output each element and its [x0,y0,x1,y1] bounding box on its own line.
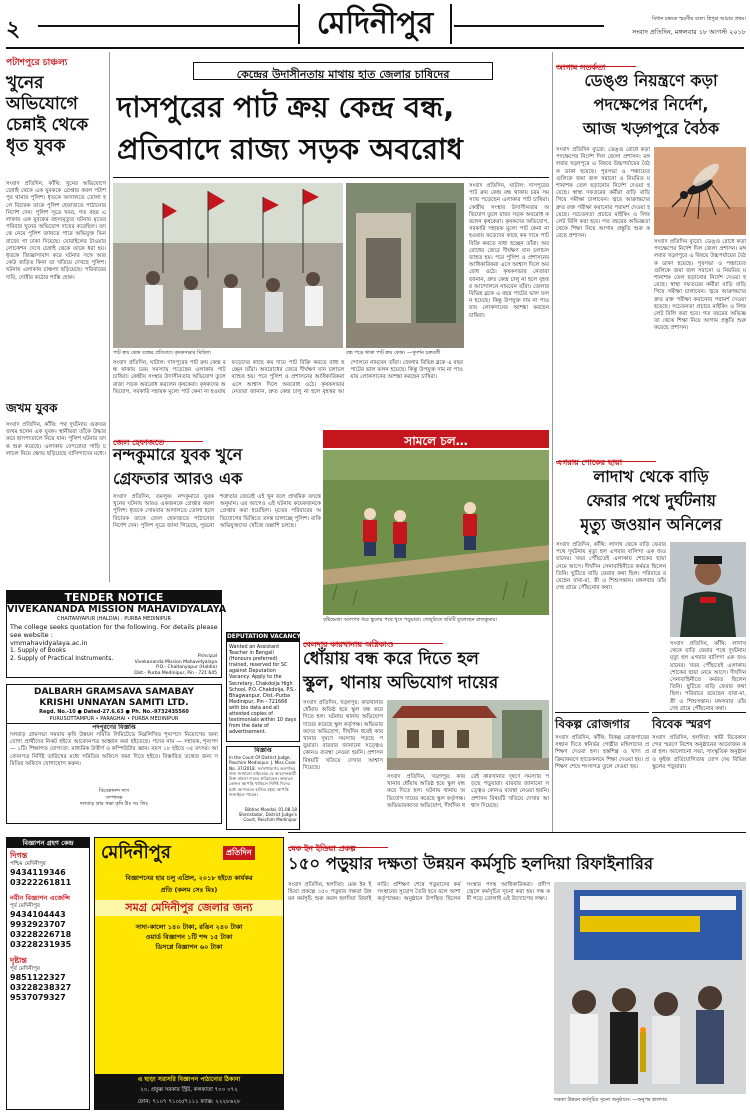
headline-line3: মৃত্যু জওয়ান অনিলের [580,515,722,534]
main-story [113,52,549,428]
masthead-bottom-rule [6,47,744,49]
story-tag: বেলদার কারখানায় অগ্নিকাণ্ড [303,640,394,649]
jawan-image [670,542,746,637]
centre-name: দিগন্ত [10,851,28,860]
story-tag: জেল হেফাজতে [113,438,165,447]
ladakh-story [556,450,746,710]
photo-caption: বৃষ্টিভেজা আলপথ ধরে স্কুলের পথে খুদে পড়ুয়ারা। খেজুরিতে ছবিটি তুলেছেন রাজকুমার। [323,617,498,623]
samabay-sub: পদপূরণের বিজ্ঞপ্তি [92,724,136,731]
centre-phone[interactable]: 9851122327 [10,973,66,982]
headline-line2: পদক্ষেপের নির্দেশ, [593,95,709,114]
sign-org: Vivekananda Mission Mahavidyalaya [134,659,217,665]
promo-brand: মেদিনীপুর [101,842,171,863]
tender-org: VIVEKANANDA MISSION MAHAVIDYALAYA [7,604,227,615]
photo-caption-2: বন্ধ পড়ে থাকা পাট ক্রয় কেন্দ্র। —সুদর্শন চক্রবর্তী [346,350,441,356]
story-tag-box [556,450,656,467]
factory-image [387,700,549,770]
tender-sign [127,654,217,676]
kicker [193,62,493,80]
story-body: সংবাদ প্রতিদিন, হলদিয়া: স্বামী বিবেকানন্দের স্মরণে বিশেষ অনুষ্ঠানের আয়োজন করা হল। আলোচনা সভা, সাংস্কৃতিক অনুষ্ঠান ও কুইজ প্রতিযোগিতায় যোগ দেয় বিভিন্ন স্কুলের পড়ুয়ারা। [652,735,746,770]
promo-region: সমগ্র মেদিনীপুর জেলার জন্য [95,900,283,916]
masthead [0,0,750,50]
masthead-info [606,16,746,38]
masthead-date: সংবাদ প্রতিদিন, মঙ্গলবার ১৮ আগস্ট ২০১৮ [631,28,746,36]
headline: ১৫০ পড়ুয়ার দক্ষতা উন্নয়ন কর্মসূচি হলদিয়া রিফাইনারির [288,854,654,873]
centre-phone[interactable]: 03228226718 [10,930,72,939]
closed-centre-image [346,183,464,348]
ad-promo-box [94,837,284,1110]
sign-org: দলবাড় গ্রাম সভা কৃষি উঃ সঃ লিঃ [79,801,149,807]
samabay-addr: PURUSOTTAMPUR • PARAGHAI • PURBA MEDINIPUR [7,716,221,724]
closed-centre-photo [346,183,464,348]
mosquito-image [654,147,746,235]
story-body: সংবাদ প্রতিদিন, কাঁথি: পথ দুর্ঘটনায় গুরুতর জখম হলেন এক যুবক। স্থানীয়রা তাঁকে উদ্ধার করে হাসপাতালে নিয়ে যান। পুলিশ ঘটনার তদন্ত শুরু করেছে। এলাকায় বেপরোয়া গাড়ি চলাচল নিয়ে ক্ষোভ ছড়িয়েছে বাসিন্দাদের মধ্যে। [6,422,106,457]
samabay-ad [6,684,222,824]
factory-photo [387,700,549,770]
headline: বিবেক স্মরণ [652,717,711,731]
samabay-text: দলবাড় গ্রামসভা সমবায় কৃষি উন্নয়ন সমিতি লিমিটেডে নিম্নলিখিত শূন্যপদে নিয়োগের জন্য যোগ্য প্রার্থীদের নিকট হইতে আবেদনপত্র আহ্বান করা হইতেছে। পদের নাম — সহায়ক, শূন্যপদ — ১টি। শিক্ষাগত যোগ্যতা: মাধ্যমিক উত্তীর্ণ ও কম্পিউটার জ্ঞান। বয়স ১৮ হইতে ৩৫ বৎসর। আবেদনপত্র নির্দিষ্ট তারিখের মধ্যে সমিতির অফিসে জমা দিতে হইবে। বিস্তারিত তথ্যের জন্য সমিতির অফিসে যোগাযোগ করুন। [10,732,218,767]
promo-footer [95,1074,283,1110]
column-rule-right [552,52,553,832]
tender-item-2: 2. Supply of Practical Instruments. [10,654,114,662]
masthead-title: মেদিনীপুর [298,4,452,44]
headline-rule [113,177,549,178]
masthead-rule-left [38,25,300,27]
promo-brand-2: প্রতিদিন [223,846,255,860]
headline-line2: প্রতিবাদে রাজ্য সড়ক অবরোধ [117,132,463,166]
masthead-rule-right [454,25,604,27]
photo-caption: দক্ষতা উন্নয়ন কর্মসূচির সূচনা অনুষ্ঠানে। —অনুপম হালদার [554,1097,667,1103]
story-body-col1: সংবাদ প্রতিদিন, খড়্গপুর: কারখানার ধোঁয়ায় অতিষ্ঠ হয়ে স্কুল বন্ধ করে দিতে হল। ঘটনায় থানায় অভিযোগ দায়ের করেছে স্কুল কর্তৃপক্ষ। অভিভাবকদের অভিযোগ, দীর্ঘদিন ধরেই কারখানার দূষণে সমস্যায় পড়ছে পড়ুয়ারা। বারবার জানানো সত্ত্বেও কোনও ব্যবস্থা নেওয়া হয়নি। প্রশাসন বিষয়টি খতিয়ে দেখার আশ্বাস দিয়েছে। [303,700,383,771]
bottom-divider [288,832,746,833]
left-story [6,55,106,395]
headline-line1: লাদাখ থেকে বাড়ি [593,467,709,486]
story-body-col2: সংবাদ প্রতিদিন ব্যুরো: ডেঙ্গু রোধে কড়া পদক্ষেপের নির্দেশ দিল জেলা প্রশাসন। মঙ্গলবার খড়্গপুরে এ বিষয়ে উচ্চপর্যায়ের বৈঠক ডাকা হয়েছে। পুরসভা ও পঞ্চায়েতগুলিকে জমা জল সরানো ও নিয়মিত মশানাশক তেল ছড়ানোর নির্দেশ দেওয়া হয়েছে। স্বাস্থ্য দফতরের কর্মীরা বাড়ি বাড়ি গিয়ে সমীক্ষা চালাবেন। জ্বরে আক্রান্তদের দ্রুত রক্ত পরীক্ষা করানোর পরামর্শ দেওয়া হয়েছে। সচেতনতা প্রচারে মাইকিং ও লিফলেট বিলি করা হবে। গত বছরের অভিজ্ঞতা থেকে শিক্ষা নিয়ে আগাম প্রস্তুতি শুরু করেছে প্রশাসন। [654,239,746,332]
headline-line1: দাসপুরের পাট ক্রয় কেন্দ্র বন্ধ, [117,90,455,124]
headline: বিকল্প রোজগার [555,717,630,731]
photo-caption-1: পাট ক্রয় কেন্দ্র বন্ধের প্রতিবাদে কৃষকসভার মিছিল। [113,350,212,356]
story-body: সংবাদ প্রতিদিন, কাঁথি: খুনের অভিযোগে চেন্নাই থেকে এক যুবককে গ্রেপ্তার করল পটাশপুর থানার পুলিশ। ধৃতকে আদালতে তোলা হলে বিচারক তাকে পুলিশ হেফাজতে পাঠানোর নির্দেশ দেন। পুলিশ সূত্রে খবর, গত বছর এলাকায় এক যুবকের রহস্যমৃত্যুর ঘটনায় মৃতের পরিবার খুনের অভিযোগ দায়ের করেছিল। তদন্তে নেমে পুলিশ জানতে পারে অভিযুক্ত ভিন রাজ্যে গা ঢাকা দিয়েছে। মোবাইলের টাওয়ার লোকেশন দেখে চেন্নাই থেকে তাকে ধরা হয়। ধৃতকে জিজ্ঞাসাবাদ করে ঘটনার সঙ্গে আর কেউ জড়িত কিনা তা খতিয়ে দেখছে পুলিশ। ঘটনায় এলাকায় চাঞ্চল্য ছড়িয়েছে। পরিবারের দাবি, দোষীর কঠোর শাস্তি হোক। [6,181,106,281]
employment-story [555,712,649,828]
centre-phone[interactable]: 03222261811 [10,878,72,887]
masthead-info-line1: বিধান চন্দ্রকে স্মরণীয় বলে। হিপুরা আচার প্রথম। [651,16,746,22]
schoolkids-photo [323,450,549,615]
centre-phone[interactable]: 9434119346 [10,868,66,877]
memorial-story [652,712,746,828]
tender-notice-ad [6,590,227,678]
promo-line2: প্রতি (কলম সেঃ মিঃ) [160,886,218,894]
promo-footer-3: ফোন: ৭১০৭ ৭১০৮/৭১১১ ফ্যাক্স: ২২২৮৬২৮ [137,1099,241,1105]
headline-line1: ডেঙ্গু নিয়ন্ত্রণে কড়া [584,71,718,90]
murder-story [113,430,321,580]
promo-line1: বিজ্ঞাপনের হার চলু এপ্রিল, ২০১৮ হইতে কার্যকর [125,874,253,882]
legal-text: In the Court Of District Judge, Paschim Medinipur. J. Misc.Case No. 37/2018. সর্বসাধারণের অবগতির জন্য জানানো যাইতেছে যে আবেদনকারী উক্ত মামলা দায়ের করিয়াছেন। কাহারও কোনও আপত্তি থাকিলে নির্দিষ্ট দিনের মধ্যে আদালতে হাজির হইয়া আপত্তি জানাইতে পারেন। [229,755,297,798]
story-body-col2: সংবাদ প্রতিদিন, ঘাটাল: দাসপুরের পাট ক্রয় কেন্দ্র বন্ধ থাকায় চরম সমস্যায় পড়েছেন এলাকার পাট চাষিরা। কেন্দ্রীয় সংস্থার উদাসীনতার অভিযোগ তুলে রাজ্য সড়ক অবরোধ করলেন কৃষকেরা। কৃষকদের অভিযোগ, সরকারি সহায়ক মূল্যে পাট কেনা না হওয়ায় ফড়েদের কাছে কম দামে পাট বিক্রি করতে বাধ্য হচ্ছেন তাঁরা। অবরোধের জেরে দীর্ঘক্ষণ যান চলাচল ব্যাহত হয়। পরে পুলিশ ও প্রশাসনের আধিকারিকরা এসে আশ্বাস দিলে অবরোধ ওঠে। কৃষকসভার নেতারা জানান, দ্রুত কেন্দ্র চালু না হলে বৃহত্তর আন্দোলনে নামবেন তাঁরা। জেলার বিভিন্ন ব্লকে এ বছর পাটের ভাল ফলন হয়েছে। কিন্তু উপযুক্ত দাম না পাওয়ায় লোকসানের আশঙ্কা করছেন চাষিরা। [469,183,549,319]
story-body-col2: সংবাদ প্রতিদিন, খড়্গপুর: কারখানার ধোঁয়ায় অতিষ্ঠ হয়ে স্কুল বন্ধ করে দিতে হল। ঘটনায় থানায় অভিযোগ দায়ের করেছে স্কুল কর্তৃপক্ষ। অভিভাবকদের অভিযোগ, দীর্ঘদিন ধরেই কারখানার দূষণে সমস্যায় পড়ছে পড়ুয়ারা। বারবার জানানো সত্ত্বেও কোনও ব্যবস্থা নেওয়া হয়নি। প্রশাসন বিষয়টি খতিয়ে দেখার আশ্বাস দিয়েছে। [387,774,549,809]
promo-rate: সাদা-কালো ১৪০ টাকা, রঙিন ২৪০ টাকা [135,923,243,931]
column-rule [109,52,110,582]
centre-name: নবীন বিজ্ঞাপন এজেন্সি [10,894,70,902]
headline-line2: স্কুল, থানায় অভিযোগ দায়ের [303,673,499,693]
centre-phone[interactable]: 03228238327 [10,983,72,992]
story-body: সংবাদ প্রতিদিন, কাঁথি: বিকল্প রোজগারের সন্ধান দিতে স্বনির্ভর গোষ্ঠীর মহিলাদের প্রশিক্ষণ দেওয়া হল। হস্তশিল্প ও খাদ্য প্রক্রিয়াকরণে হাতেকলমে শিক্ষা দেওয়া হয়। প্রশিক্ষণ শেষে শংসাপত্র তুলে দেওয়া হয়। [555,735,649,770]
deputation-ad [226,632,300,742]
jawan-photo [670,542,746,637]
tender-website[interactable]: vmmahavidyalaya.ac.in [10,639,88,647]
samabay-sign [7,788,221,808]
photo-feature [323,430,549,628]
story-body-col1: সংবাদ প্রতিদিন, ঘাটাল: দাসপুরের পাট ক্রয় কেন্দ্র বন্ধ থাকায় চরম সমস্যায় পড়েছেন এলাকার পাট চাষিরা। কেন্দ্রীয় সংস্থার উদাসীনতার অভিযোগ তুলে রাজ্য সড়ক অবরোধ করলেন কৃষকেরা। কৃষকদের অভিযোগ, সরকারি সহায়ক মূল্যে পাট কেনা না হওয়ায় ফড়েদের কাছে কম দামে পাট বিক্রি করতে বাধ্য হচ্ছেন তাঁরা। অবরোধের জেরে দীর্ঘক্ষণ যান চলাচল ব্যাহত হয়। পরে পুলিশ ও প্রশাসনের আধিকারিকরা এসে আশ্বাস দিলে অবরোধ ওঠে। কৃষকসভার নেতারা জানান, দ্রুত কেন্দ্র চালু না হলে বৃহত্তর আন্দোলনে নামবেন তাঁরা। জেলার বিভিন্ন ব্লকে এ বছর পাটের ভাল ফলন হয়েছে। কিন্তু উপযুক্ত দাম না পাওয়ায় লোকসানের আশঙ্কা করছেন চাষিরা। [113,360,463,395]
promo-footer-1: এ ছাড়া সরাসরি বিজ্ঞাপন পাঠানোর ঠিকানা [137,1076,241,1083]
deputation-text: Wanted an Assistant Teacher in Bengali (Honours preferred) trained, reserved for SC against Deputation Vacancy. Apply to the Secretary, Chakdoija High School, P.O.-Chakdoija, P.S.-Bhagwanpur, Dist.-Purba Medinipur, Pin - 721666 with bio data and all attested copies of testimonials within 10 days from the date of advertisement. [229,644,297,736]
story-body-col1: সংবাদ প্রতিদিন ব্যুরো: ডেঙ্গু রোধে কড়া পদক্ষেপের নির্দেশ দিল জেলা প্রশাসন। মঙ্গলবার খড়্গপুরে এ বিষয়ে উচ্চপর্যায়ের বৈঠক ডাকা হয়েছে। পুরসভা ও পঞ্চায়েতগুলিকে জমা জল সরানো ও নিয়মিত মশানাশক তেল ছড়ানোর নির্দেশ দেওয়া হয়েছে। স্বাস্থ্য দফতরের কর্মীরা বাড়ি বাড়ি গিয়ে সমীক্ষা চালাবেন। জ্বরে আক্রান্তদের দ্রুত রক্ত পরীক্ষা করানোর পরামর্শ দেওয়া হয়েছে। সচেতনতা প্রচারে মাইকিং ও লিফলেট বিলি করা হবে। গত বছরের অভিজ্ঞতা থেকে শিক্ষা নিয়ে আগাম প্রস্তুতি শুরু করেছে প্রশাসন। [556,147,650,240]
story-tag-box [556,55,636,72]
schoolkids-image [323,450,549,615]
headline: খুনের অভিযোগে চেন্নাই থেকে ধৃত যুবক [6,73,89,156]
kicker-text: কেন্দ্রের উদাসীনতায় মাথায় হাত জেলার চাষিদের [236,68,450,81]
headline-line1: নন্দকুমারে যুবক খুনে [113,445,243,464]
feature-banner [323,430,549,448]
tender-sub: CHAITANYAPUR (HALDIA) : PURBA MEDINIPUR [56,616,172,622]
tender-item-1: 1. Supply of Books [10,647,66,654]
centre-phone[interactable]: 03228231935 [10,940,72,949]
story-tag-box [303,632,443,649]
centre-area: পূর্ব মেদিনীপুর [10,903,40,909]
legal-notice-ad [226,746,300,830]
story-tag: মেক ইন ইন্ডিয়া প্রকল্প [288,844,356,853]
protest-photo-image [113,183,343,348]
headline-line1: ধোঁয়ায় বন্ধ করে দিতে হল [303,649,479,669]
refinery-image [554,882,746,1094]
protest-photo [113,183,343,348]
story-tag: আগাম সতর্কতা [556,63,606,72]
legal-sign: Bibhas Mondal, 01.08.18 [245,807,297,812]
sign-dist: Dist.- Purba Medinipur, Pin - 721 645 [134,670,217,676]
centre-phone[interactable]: 9932923707 [10,920,66,929]
ad-centres-list [7,848,89,1006]
story-body-col1: সংবাদ প্রতিদিন, কাঁথি: লাদাখ থেকে বাড়ি ফেরার পথে দুর্ঘটনায় মৃত্যু হল এগরার বাসিন্দা এক জওয়ানের। খবর পৌঁছতেই এলাকায় শোকের ছায়া নেমে আসে। দীর্ঘদিন সেনাবাহিনীতে কর্মরত ছিলেন তিনি। ছুটিতে বাড়ি ফেরার কথা ছিল। পরিবারে রয়েছেন বাবা-মা, স্ত্রী ও শিশুসন্তান। মঙ্গলবার তাঁর দেহ গ্রামে পৌঁছনোর কথা। [556,542,666,592]
feature-banner-text: সামলে চল… [404,434,468,448]
promo-brand-row [95,838,283,868]
samabay-reg: Regd. No.-10 ● Dated-27.6.63 ● Ph. No.-9732435560 [39,709,189,715]
dengue-story [556,55,746,445]
promo-rate: ওয়ার্ড বিজ্ঞাপন ১টি শব্দ ১৫ টাকা [145,933,233,941]
refinery-story [288,832,746,1110]
legal-sign-2: Sheristadar, District Judge's Court, Paschim Medinipur [238,812,297,822]
samabay-line1: DALBARH GRAMSAVA SAMABAY [34,687,194,697]
ad-centres-box [6,837,90,1110]
tender-title: TENDER NOTICE [7,591,221,604]
page-number: ২ [6,17,21,42]
tender-text: The college seeks quotation for the following. For details please see website : [10,623,218,639]
story-tag-box [113,430,203,447]
legal-title: বিজ্ঞপ্তি [254,747,272,754]
sign-addr: P.O.- Chaitanyapur (Haldia) [156,665,217,670]
ad-centres-title: বিজ্ঞাপন গ্রহণ কেন্দ্র [7,838,89,848]
story-tag: পটাশপুরে চাঞ্চল্য [6,58,68,68]
promo-rate: ডিসপ্লে বিজ্ঞাপন ৬০ টাকা [155,943,223,951]
story-body: সংবাদ প্রতিদিন, হলদিয়া: মেক ইন ইন্ডিয়া প্রকল্পে ১৫০ পড়ুয়ার দক্ষতা উন্নয়ন কর্মসূচি শুরু করল হলদিয়া রিফাইনারি। প্রশিক্ষণ শেষে পড়ুয়াদের কর্মসংস্থানের সুযোগ তৈরি হবে বলে আশা কর্তৃপক্ষের। অনুষ্ঠানে উপস্থিত ছিলেন সংস্থার পদস্থ আধিকারিকরা। প্রদীপ জ্বেলে কর্মসূচির সূচনা করা হয়। দক্ষ কর্মী গড়ে তোলাই এই উদ্যোগের লক্ষ্য। [288,882,550,903]
factory-story [303,632,549,828]
centre-name: দৃষ্টান্ত [10,956,27,965]
deputation-title: DEPUTATION VACANCY [227,634,301,640]
left-story-2 [6,400,106,585]
headline-line3: আজ খড়্গপুরে বৈঠক [582,119,720,138]
story-tag-box [288,836,388,853]
story-tag: এগরায় শোকের ছায়া [556,458,623,467]
samabay-line2: KRISHI UNNAYAN SAMITI LTD. [39,698,189,708]
promo-rates [99,922,279,952]
promo-footer-2: ২০, প্রফুল্ল সরকার স্ট্রিট, কলকাতা ৭০০ ০৭২ [140,1087,238,1093]
headline: জখম যুবক [6,401,58,415]
centre-area: পূর্ব মেদিনীপুর [10,966,40,972]
mosquito-photo [654,147,746,235]
headline-line2: ফেরার পথে দুর্ঘটনায় [586,491,716,510]
story-body-col2: সংবাদ প্রতিদিন, কাঁথি: লাদাখ থেকে বাড়ি ফেরার পথে দুর্ঘটনায় মৃত্যু হল এগরার বাসিন্দা এক জওয়ানের। খবর পৌঁছতেই এলাকায় শোকের ছায়া নেমে আসে। দীর্ঘদিন সেনাবাহিনীতে কর্মরত ছিলেন তিনি। ছুটিতে বাড়ি ফেরার কথা ছিল। পরিবারে রয়েছেন বাবা-মা, স্ত্রী ও শিশুসন্তান। মঙ্গলবার তাঁর দেহ গ্রামে পৌঁছনোর কথা। [670,641,746,712]
story-body: সংবাদ প্রতিদিন, তমলুক: নন্দকুমারে যুবক খুনের ঘটনায় আরও একজনকে গ্রেপ্তার করল পুলিশ। ধৃতকে সোমবার আদালতে তোলা হলে বিচারক তাকে জেল হেফাজতে পাঠানোর নির্দেশ দেন। পুলিশ সূত্রে জানা গিয়েছে, পুরনো শত্রুতার জেরেই এই খুন বলে প্রাথমিক তদন্তে অনুমান। এর আগেও এই ঘটনায় কয়েকজনকে গ্রেপ্তার করা হয়েছিল। মৃতের পরিবারের অভিযোগের ভিত্তিতে তদন্ত চালাচ্ছে পুলিশ। বাকি অভিযুক্তদের খোঁজে তল্লাশি চলছে। [113,494,321,529]
centre-area: পশ্চিম মেদিনীপুর [10,861,46,867]
refinery-photo [554,882,746,1094]
centre-phone[interactable]: 9537079327 [10,993,66,1002]
sign-role: সম্পাদক [105,794,123,801]
sign-name: বিবেকানন্দ দাস [99,788,129,794]
centre-phone[interactable]: 9434104443 [10,910,66,919]
sign-title: Principal [197,654,217,659]
headline-line2: গ্রেফতার আরও এক [113,469,243,488]
